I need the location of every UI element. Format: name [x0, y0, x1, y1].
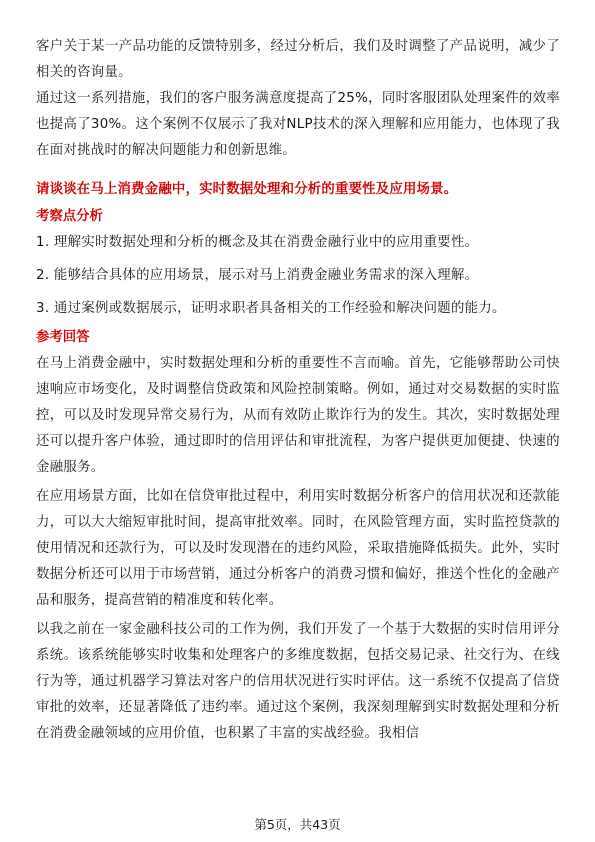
- page-footer: 第5页，共43页: [254, 817, 341, 832]
- analysis-list: [36, 230, 560, 322]
- answer-paragraph-3: 以我之前在一家金融科技公司的工作为例，我们开发了一个基于大数据的实时信用评分系统。该系统能够实时收集和处理客户的多维度数据，包括交易记录、社交行为、在线行为等，通过机器学习算法对客户的信用状况进行实时评估。这一系统不仅提高了信贷审批的效率，还显著降低了违约率。通过这个案例，我深刻理解到实时数据处理和分析在消费金融领域的应用价值，也积累了丰富的实战经验。我相信: [36, 622, 560, 741]
- question-heading: 请谈谈在马上消费金融中，实时数据处理和分析的重要性及应用场景。: [36, 182, 458, 197]
- analysis-item-2: 2. 能够结合具体的应用场景，展示对马上消费金融业务需求的深入理解。: [36, 268, 479, 283]
- document-page: [36, 34, 560, 750]
- analysis-item-1: 1. 理解实时数据处理和分析的概念及其在消费金融行业中的应用重要性。: [36, 235, 479, 250]
- intro-paragraph-2: 通过这一系列措施，我们的客户服务满意度提高了25%，同时客服团队处理案件的效率也提高了30%。这个案例不仅展示了我对NLP技术的深入理解和应用能力，也体现了我在面对挑战时的解决问题能力和创新思维。: [36, 91, 560, 158]
- answer-heading: 参考回答: [36, 330, 90, 345]
- answer-paragraph-1: 在马上消费金融中，实时数据处理和分析的重要性不言而喻。首先，它能够帮助公司快速响应市场变化，及时调整信贷政策和风险控制策略。例如，通过对交易数据的实时监控，可以及时发现异常交易行为，从而有效防止欺诈行为的发生。其次，实时数据处理还可以提升客户体验，通过即时的信用评估和审批流程，为客户提供更加便捷、快速的金融服务。: [36, 356, 560, 475]
- intro-paragraph-1: 客户关于某一产品功能的反馈特别多，经过分析后，我们及时调整了产品说明，减少了相关的咨询量。: [36, 39, 560, 80]
- analysis-heading: 考察点分析: [36, 209, 103, 224]
- answer-paragraph-2: 在应用场景方面，比如在信贷审批过程中，利用实时数据分析客户的信用状况和还款能力，可以大大缩短审批时间，提高审批效率。同时，在风险管理方面，实时监控贷款的使用情况和还款行为，可以及时发现潜在的违约风险，采取措施降低损失。此外，实时数据分析还可以用于市场营销，通过分析客户的消费习惯和偏好，推送个性化的金融产品和服务，提高营销的精准度和转化率。: [36, 489, 560, 608]
- analysis-item-3: 3. 通过案例或数据展示，证明求职者具备相关的工作经验和解决问题的能力。: [36, 301, 506, 316]
